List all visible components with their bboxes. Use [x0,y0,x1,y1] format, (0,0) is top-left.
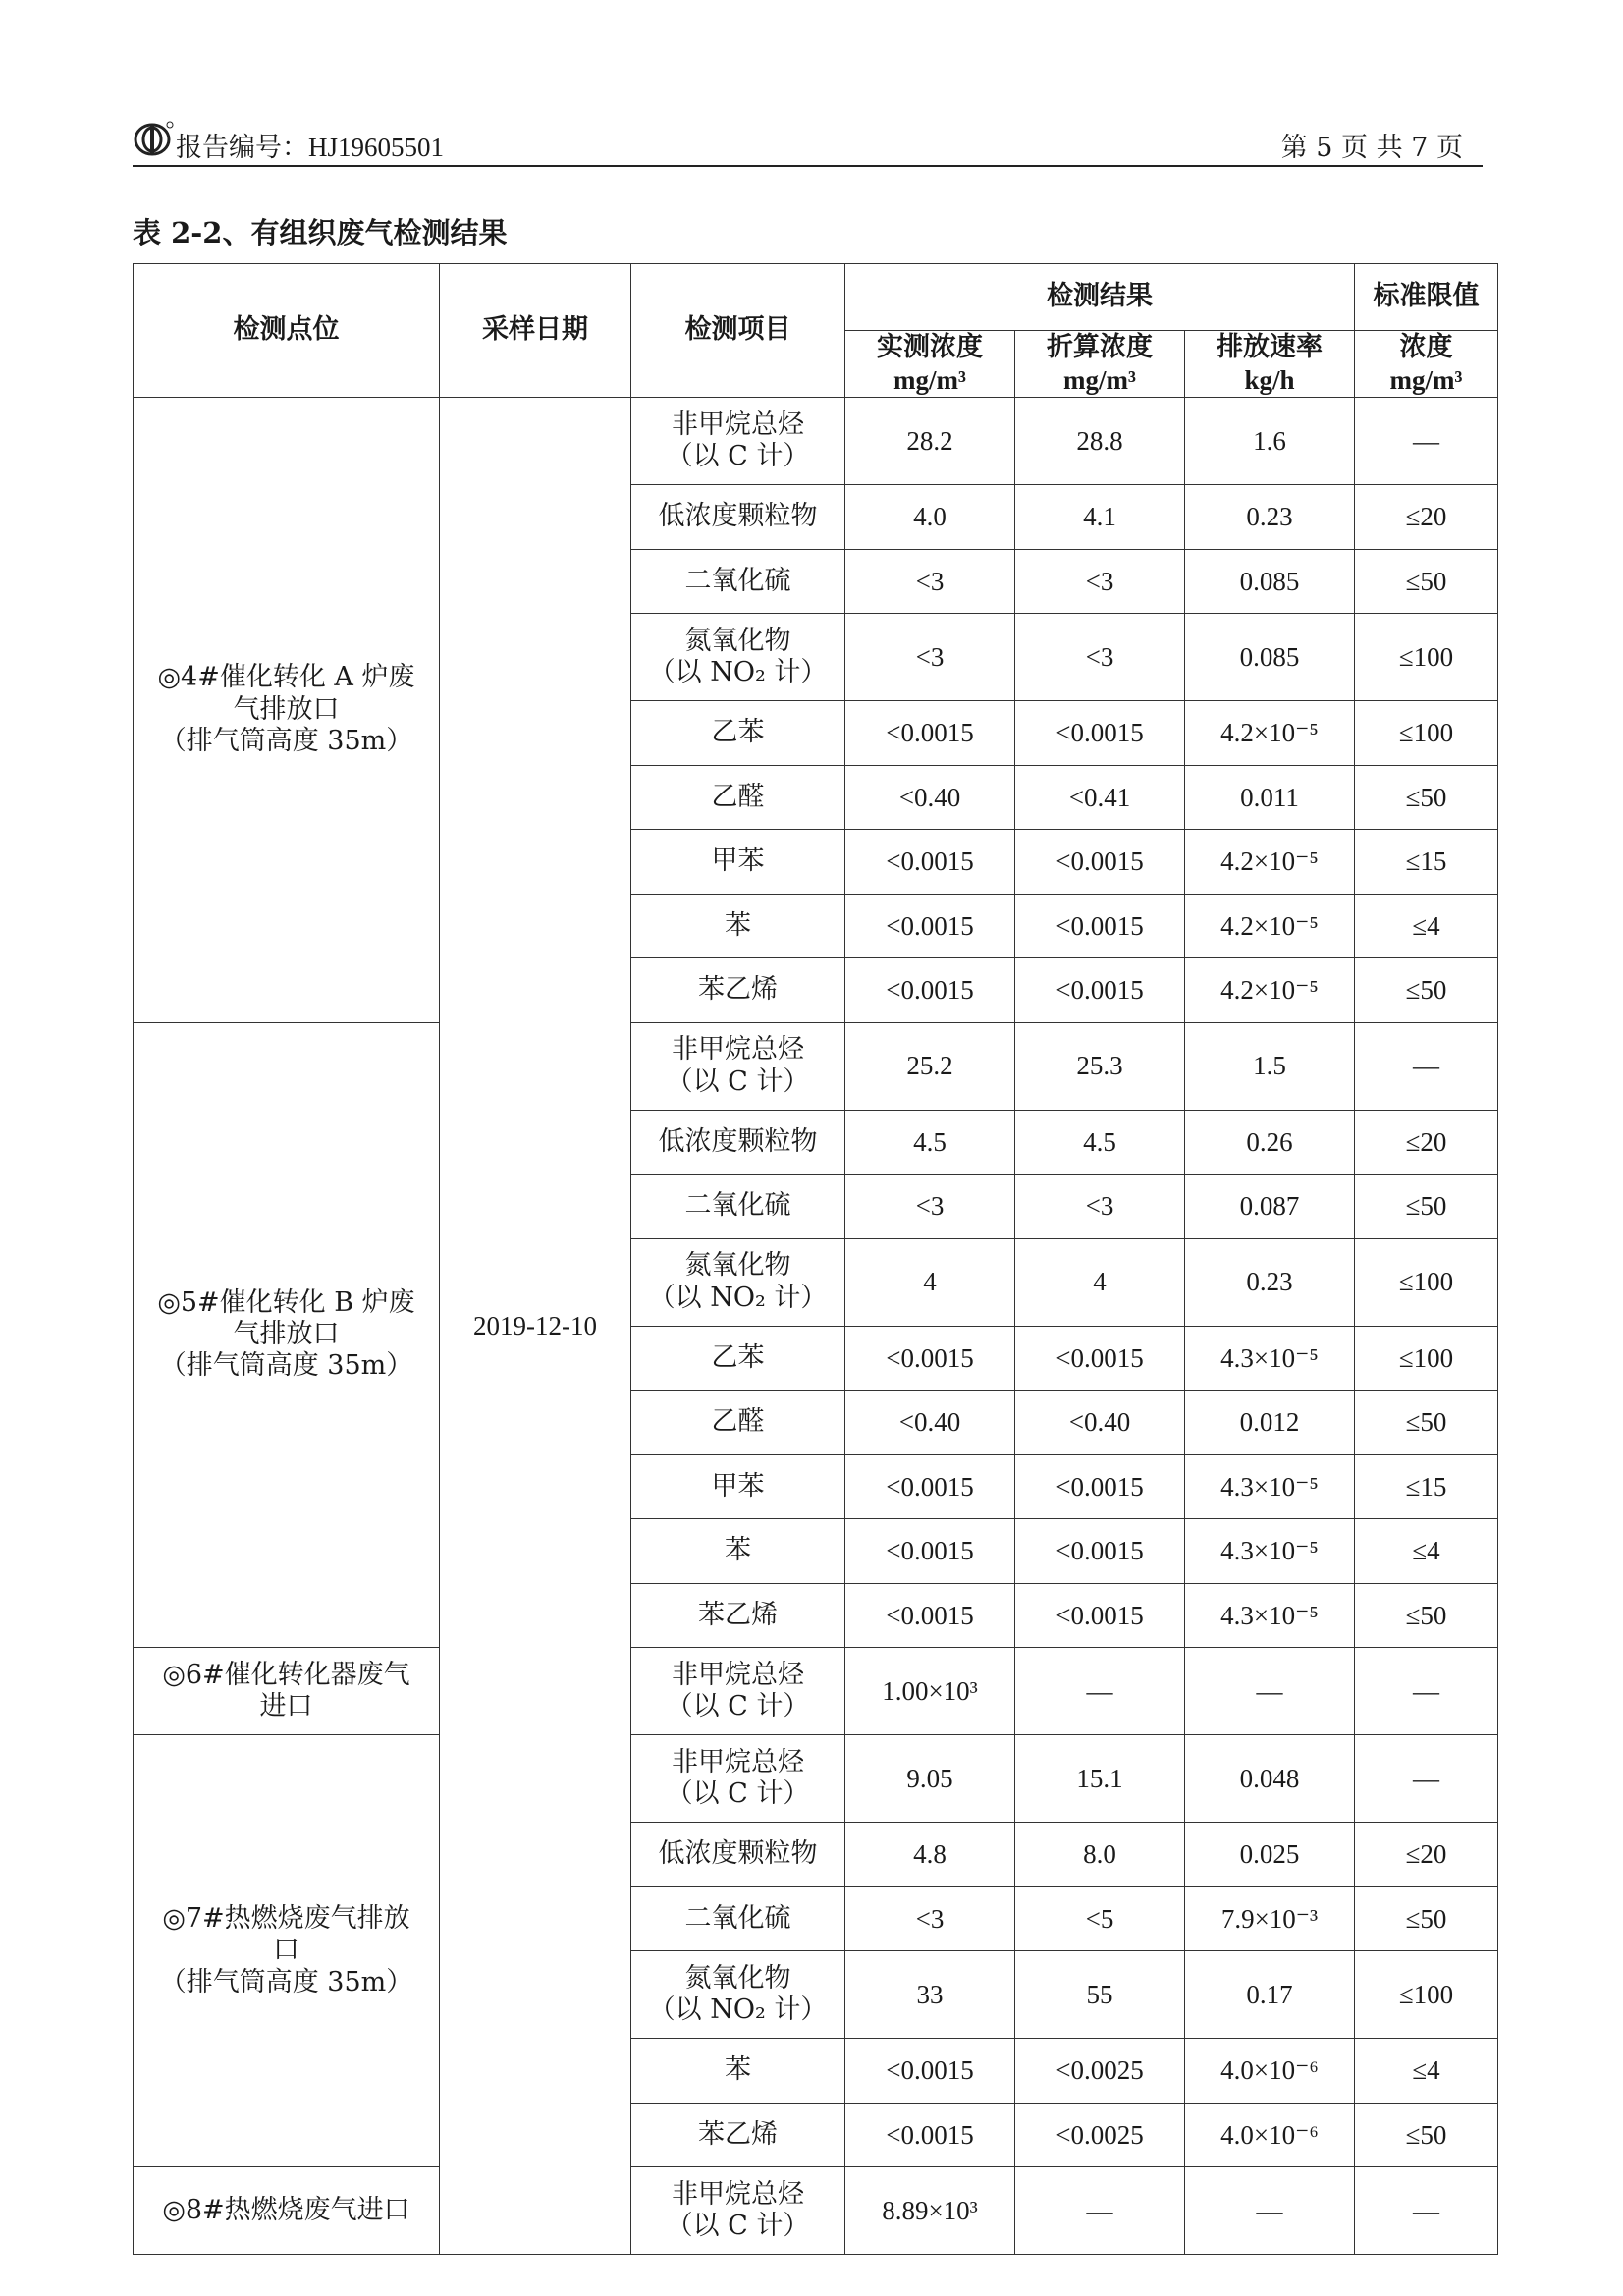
item-line: 氮氧化物 [684,1962,791,1994]
measured-cell: 4.5 [845,1110,1015,1175]
rate-cell: 0.012 [1185,1391,1355,1455]
converted-cell: <3 [1015,549,1185,614]
limit-cell: ≤50 [1355,1583,1498,1648]
item-line: 甲苯 [711,1470,765,1502]
item-cell [631,1022,845,1110]
item-line: 苯 [725,1535,751,1566]
measured-cell: <0.0015 [845,958,1015,1023]
converted-cell: <0.0015 [1015,1326,1185,1391]
header-date: 采样日期 [440,264,631,398]
converted-cell: <0.0015 [1015,958,1185,1023]
measured-cell: 1.00×10³ [845,1648,1015,1735]
report-number-value: HJ19605501 [308,133,445,162]
item-cell [631,1175,845,1239]
location-line: ◎8#热燃烧废气进口 [162,2194,410,2225]
item-line: 非甲烷总烃 [672,409,804,440]
item-cell [631,2167,845,2255]
item-cell [631,958,845,1023]
converted-cell: <0.0025 [1015,2039,1185,2104]
converted-cell: <0.41 [1015,765,1185,830]
converted-cell: <0.40 [1015,1391,1185,1455]
measured-cell: <0.40 [845,765,1015,830]
item-cell [631,1391,845,1455]
header-item: 检测项目 [631,264,845,398]
location-cell [134,1022,440,1648]
table-row [134,2167,1498,2255]
item-cell [631,398,845,485]
item-line: 低浓度颗粒物 [658,501,818,532]
limit-cell: — [1355,1648,1498,1735]
measured-cell: 8.89×10³ [845,2167,1015,2255]
measured-cell: <0.0015 [845,1519,1015,1584]
item-cell [631,1110,845,1175]
header-converted [1015,331,1185,398]
header-limit-label: 浓度 [1399,332,1453,363]
converted-cell: 55 [1015,1951,1185,2039]
item-cell [631,1326,845,1391]
item-line: 非甲烷总烃 [672,1746,804,1777]
converted-cell: 28.8 [1015,398,1185,485]
location-line: 气排放口 [233,1319,340,1350]
item-line: 乙苯 [711,717,765,748]
converted-cell: <0.0015 [1015,701,1185,766]
rate-cell: 0.085 [1185,549,1355,614]
converted-cell: 25.3 [1015,1022,1185,1110]
item-line: （以 C 计） [666,2211,810,2241]
converted-cell: — [1015,2167,1185,2255]
location-line: （排气筒高度 35m） [159,1966,413,1997]
header-limit [1355,331,1498,398]
rate-cell: 4.2×10⁻⁵ [1185,894,1355,958]
limit-cell: ≤4 [1355,1519,1498,1584]
rate-cell: 0.085 [1185,614,1355,701]
limit-cell: ≤100 [1355,701,1498,766]
item-cell [631,1238,845,1326]
item-line: 低浓度颗粒物 [658,1125,818,1157]
rate-cell: 4.2×10⁻⁵ [1185,830,1355,895]
rate-cell: 0.23 [1185,1238,1355,1326]
item-line: （以 C 计） [666,1691,810,1722]
converted-cell: <3 [1015,614,1185,701]
measured-cell: <3 [845,1886,1015,1951]
rate-cell: 0.011 [1185,765,1355,830]
location-line: 口 [273,1935,299,1966]
item-line: 乙醛 [711,781,765,812]
item-line: 苯乙烯 [698,1599,778,1630]
item-line: 苯乙烯 [698,2118,778,2150]
measured-cell: <3 [845,614,1015,701]
header-location: 检测点位 [134,264,440,398]
item-cell [631,1735,845,1823]
measured-cell: <0.0015 [845,830,1015,895]
limit-cell: ≤100 [1355,1951,1498,2039]
item-cell [631,1951,845,2039]
item-line: 二氧化硫 [684,1902,791,1934]
item-cell [631,2103,845,2167]
converted-cell: 4.1 [1015,485,1185,550]
table-row [134,1022,1498,1110]
item-line: 乙醛 [711,1406,765,1438]
measured-cell: 4.8 [845,1823,1015,1887]
item-cell [631,1454,845,1519]
rate-cell: 0.26 [1185,1110,1355,1175]
item-cell [631,701,845,766]
measured-cell: <0.0015 [845,1454,1015,1519]
measured-cell: <0.40 [845,1391,1015,1455]
item-cell [631,830,845,895]
rate-cell: 0.087 [1185,1175,1355,1239]
limit-cell: — [1355,2167,1498,2255]
item-line: （以 NO₂ 计） [648,1282,828,1313]
location-line: 进口 [259,1691,313,1722]
rate-cell: 4.0×10⁻⁶ [1185,2039,1355,2104]
rate-cell: 0.025 [1185,1823,1355,1887]
location-cell [134,1735,440,2167]
header-measured-unit: mg/m³ [893,364,967,395]
measured-cell: 4.0 [845,485,1015,550]
report-number-label: 报告编号： [176,133,308,163]
converted-cell: 15.1 [1015,1735,1185,1823]
rate-cell: — [1185,2167,1355,2255]
header-measured-label: 实测浓度 [877,332,983,363]
converted-cell: <5 [1015,1886,1185,1951]
measured-cell: 28.2 [845,398,1015,485]
rate-cell: 4.2×10⁻⁵ [1185,701,1355,766]
rate-cell: 4.0×10⁻⁶ [1185,2103,1355,2167]
rate-cell: 4.3×10⁻⁵ [1185,1326,1355,1391]
rate-cell: 4.2×10⁻⁵ [1185,958,1355,1023]
item-line: 二氧化硫 [684,565,791,596]
header-results-group: 检测结果 [845,264,1355,331]
measured-cell: <3 [845,549,1015,614]
converted-cell: <0.0015 [1015,1519,1185,1584]
rate-cell: 1.5 [1185,1022,1355,1110]
header-measured [845,331,1015,398]
limit-cell: ≤15 [1355,830,1498,895]
location-cell [134,1648,440,1735]
location-line: （排气筒高度 35m） [159,725,413,756]
limit-cell: ≤50 [1355,549,1498,614]
item-cell [631,1583,845,1648]
limit-cell: — [1355,1022,1498,1110]
measured-cell: <0.0015 [845,2039,1015,2104]
results-table-body [134,398,1498,2255]
rate-cell: 0.23 [1185,485,1355,550]
limit-cell: ≤50 [1355,1391,1498,1455]
limit-cell: ≤100 [1355,1238,1498,1326]
item-cell [631,894,845,958]
item-cell [631,485,845,550]
limit-cell: ≤50 [1355,1886,1498,1951]
rate-cell: 0.048 [1185,1735,1355,1823]
item-cell [631,1648,845,1735]
limit-cell: ≤50 [1355,1175,1498,1239]
item-line: （以 NO₂ 计） [648,657,828,687]
measured-cell: 4 [845,1238,1015,1326]
header-rate-unit: kg/h [1244,364,1295,395]
item-cell [631,765,845,830]
table-row [134,398,1498,485]
item-line: 氮氧化物 [684,1250,791,1282]
converted-cell: <3 [1015,1175,1185,1239]
converted-cell: <0.0015 [1015,1583,1185,1648]
header-limit-group: 标准限值 [1355,264,1498,331]
limit-cell: — [1355,1735,1498,1823]
measured-cell: <3 [845,1175,1015,1239]
item-cell [631,1823,845,1887]
location-cell [134,2167,440,2255]
item-cell [631,2039,845,2104]
location-line: ◎5#催化转化 B 炉废 [157,1286,415,1318]
header-converted-unit: mg/m³ [1062,364,1137,395]
item-line: 甲苯 [711,846,765,877]
rate-cell: 4.3×10⁻⁵ [1185,1519,1355,1584]
location-cell [134,398,440,1023]
limit-cell: — [1355,398,1498,485]
header-rate [1185,331,1355,398]
item-line: 苯 [725,909,751,941]
measured-cell: <0.0015 [845,2103,1015,2167]
limit-cell: ≤100 [1355,614,1498,701]
header-limit-unit: mg/m³ [1389,364,1463,395]
item-line: 非甲烷总烃 [672,1659,804,1690]
item-line: 乙苯 [711,1341,765,1373]
header-rate-label: 排放速率 [1217,332,1323,363]
item-line: 非甲烷总烃 [672,2178,804,2210]
location-line: ◎6#催化转化器废气 [162,1659,410,1690]
item-line: （以 C 计） [666,441,810,471]
company-logo-icon [133,120,174,157]
limit-cell: ≤15 [1355,1454,1498,1519]
rate-cell: 0.17 [1185,1951,1355,2039]
location-line: ◎4#催化转化 A 炉废 [157,662,415,693]
rate-cell: 7.9×10⁻³ [1185,1886,1355,1951]
measured-cell: 33 [845,1951,1015,2039]
limit-cell: ≤20 [1355,485,1498,550]
limit-cell: ≤100 [1355,1326,1498,1391]
converted-cell: <0.0015 [1015,830,1185,895]
table-row [134,1735,1498,1823]
converted-cell: <0.0015 [1015,1454,1185,1519]
page-header [133,116,1483,167]
results-table [133,263,1498,2255]
item-line: 氮氧化物 [684,625,791,656]
item-line: 苯乙烯 [698,974,778,1006]
rate-cell: — [1185,1648,1355,1735]
limit-cell: ≤20 [1355,1823,1498,1887]
limit-cell: ≤50 [1355,765,1498,830]
rate-cell: 1.6 [1185,398,1355,485]
item-cell [631,614,845,701]
item-cell [631,1886,845,1951]
report-number [176,126,444,164]
limit-cell: ≤50 [1355,2103,1498,2167]
header-converted-label: 折算浓度 [1047,332,1153,363]
item-cell [631,1519,845,1584]
measured-cell: <0.0015 [845,1326,1015,1391]
item-cell [631,549,845,614]
limit-cell: ≤4 [1355,2039,1498,2104]
item-line: （以 C 计） [666,1066,810,1097]
item-line: 苯 [725,2054,751,2086]
rate-cell: 4.3×10⁻⁵ [1185,1583,1355,1648]
measured-cell: 9.05 [845,1735,1015,1823]
measured-cell: <0.0015 [845,1583,1015,1648]
item-line: （以 C 计） [666,1778,810,1809]
item-line: 二氧化硫 [684,1190,791,1222]
item-line: 非甲烷总烃 [672,1034,804,1066]
location-line: 气排放口 [233,693,340,725]
location-line: ◎7#热燃烧废气排放 [162,1902,410,1934]
measured-cell: <0.0015 [845,894,1015,958]
limit-cell: ≤20 [1355,1110,1498,1175]
location-line: （排气筒高度 35m） [159,1350,413,1382]
limit-cell: ≤50 [1355,958,1498,1023]
converted-cell: 4 [1015,1238,1185,1326]
sample-date-cell: 2019-12-10 [440,398,631,2255]
converted-cell: <0.0025 [1015,2103,1185,2167]
item-line: 低浓度颗粒物 [658,1838,818,1870]
rate-cell: 4.3×10⁻⁵ [1185,1454,1355,1519]
converted-cell: — [1015,1648,1185,1735]
measured-cell: <0.0015 [845,701,1015,766]
limit-cell: ≤4 [1355,894,1498,958]
measured-cell: 25.2 [845,1022,1015,1110]
table-row [134,1648,1498,1735]
item-line: （以 NO₂ 计） [648,1995,828,2025]
converted-cell: 4.5 [1015,1110,1185,1175]
table-title: 表 2-2、有组织废气检测结果 [133,216,508,249]
page-indicator: 第 5 页 共 7 页 [1280,133,1463,163]
converted-cell: <0.0015 [1015,894,1185,958]
converted-cell: 8.0 [1015,1823,1185,1887]
